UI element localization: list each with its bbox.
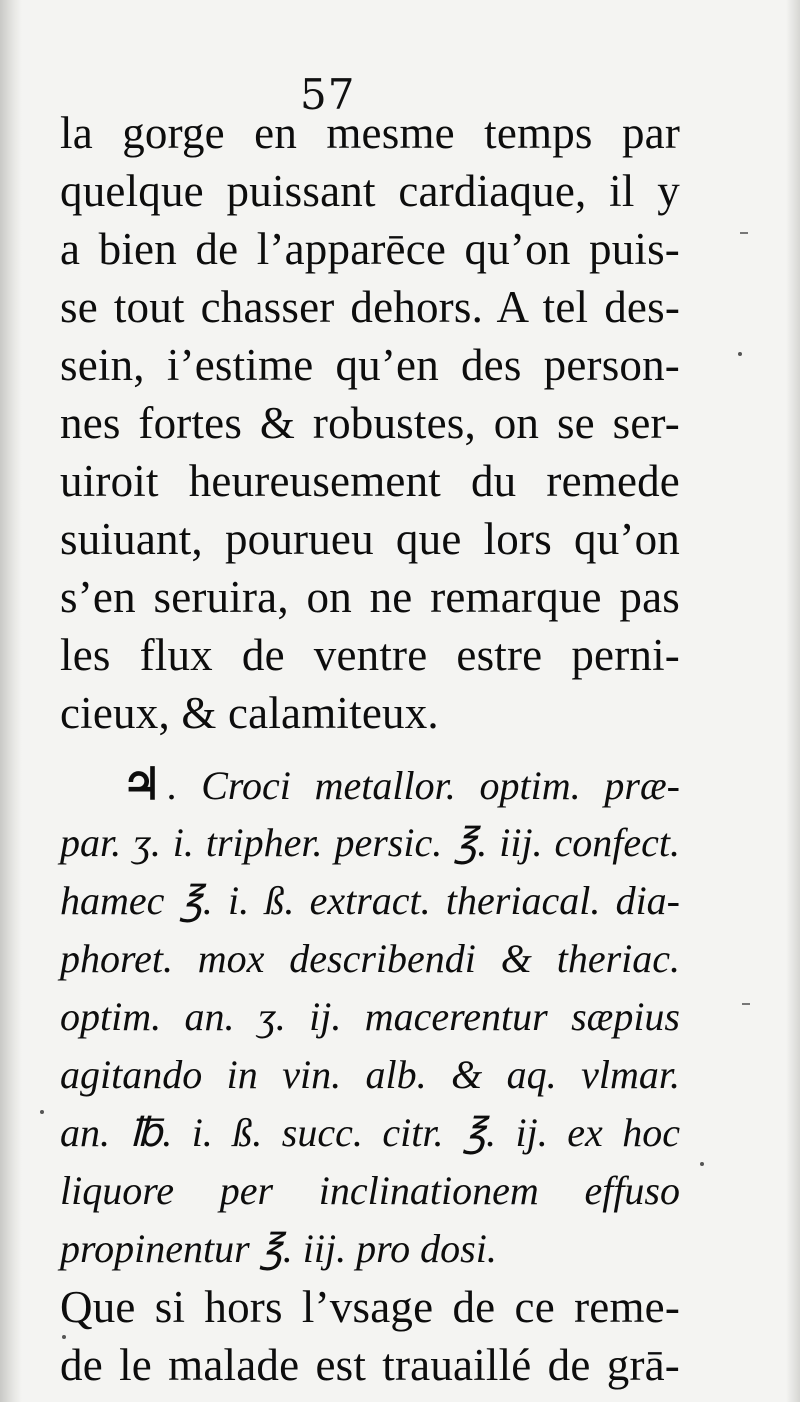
prescription-line: an. ℔. i. ß. succ. citr. ℥. ij. ex hoc <box>60 1110 680 1155</box>
text-line: les flux de ventre estre perni- <box>60 630 680 680</box>
prescription-block <box>60 756 680 1278</box>
prescription-line: propinentur ℥. iij. pro dosi. <box>60 1226 497 1271</box>
text-line: suiuant, pourueu que lors qu’on <box>60 514 680 564</box>
page-text <box>60 104 680 1394</box>
prescription-line: hamec ℥. i. ß. extract. theriacal. dia- <box>60 878 680 923</box>
prescription-line: par. ʒ. i. tripher. persic. ℥. iij. confect. <box>60 820 680 865</box>
paper-speck <box>40 1110 44 1114</box>
prescription-line <box>60 756 680 814</box>
text-line: se tout chasser dehors. A tel des- <box>60 282 680 332</box>
paper-mark <box>742 1003 750 1005</box>
prescription-line: liquore per inclinationem effuso <box>60 1168 680 1213</box>
text-line: Que si hors l’vsage de ce reme- <box>60 1282 680 1332</box>
prescription-line: agitando in vin. alb. & aq. vlmar. <box>60 1052 680 1097</box>
text-line: de le malade est trauaillé de grā- <box>60 1340 680 1390</box>
page-number: 57 <box>300 70 356 119</box>
paragraph-1 <box>60 104 680 742</box>
paper-mark <box>740 232 748 234</box>
text-line: uiroit heureusement du remede <box>60 456 680 506</box>
prescription-line: phoret. mox describendi & theriac. <box>60 936 680 981</box>
jupiter-recipe-icon: ♃ <box>122 760 162 809</box>
prescription-line: optim. an. ʒ. ij. macerentur sæpius <box>60 994 680 1039</box>
text-line: quelque puissant cardiaque, il y <box>60 166 680 216</box>
page-edge-shadow <box>786 0 800 1402</box>
page-gutter-shadow <box>0 0 22 1402</box>
text-line: s’en seruira, on ne remarque pas <box>60 572 680 622</box>
prescription-line-text: . Croci metallor. optim. præ- <box>167 763 680 808</box>
text-line: cieux, & calamiteux. <box>60 688 439 738</box>
paper-speck <box>738 352 742 356</box>
text-line: la gorge en mesme temps par <box>60 108 680 158</box>
paper-speck <box>700 1162 704 1166</box>
text-line: nes fortes & robustes, on se ser- <box>60 398 680 448</box>
paragraph-2 <box>60 1278 680 1394</box>
paper-speck <box>62 1335 66 1339</box>
text-line: a bien de l’apparēce qu’on puis- <box>60 224 680 274</box>
text-line: sein, i’estime qu’en des person- <box>60 340 680 390</box>
